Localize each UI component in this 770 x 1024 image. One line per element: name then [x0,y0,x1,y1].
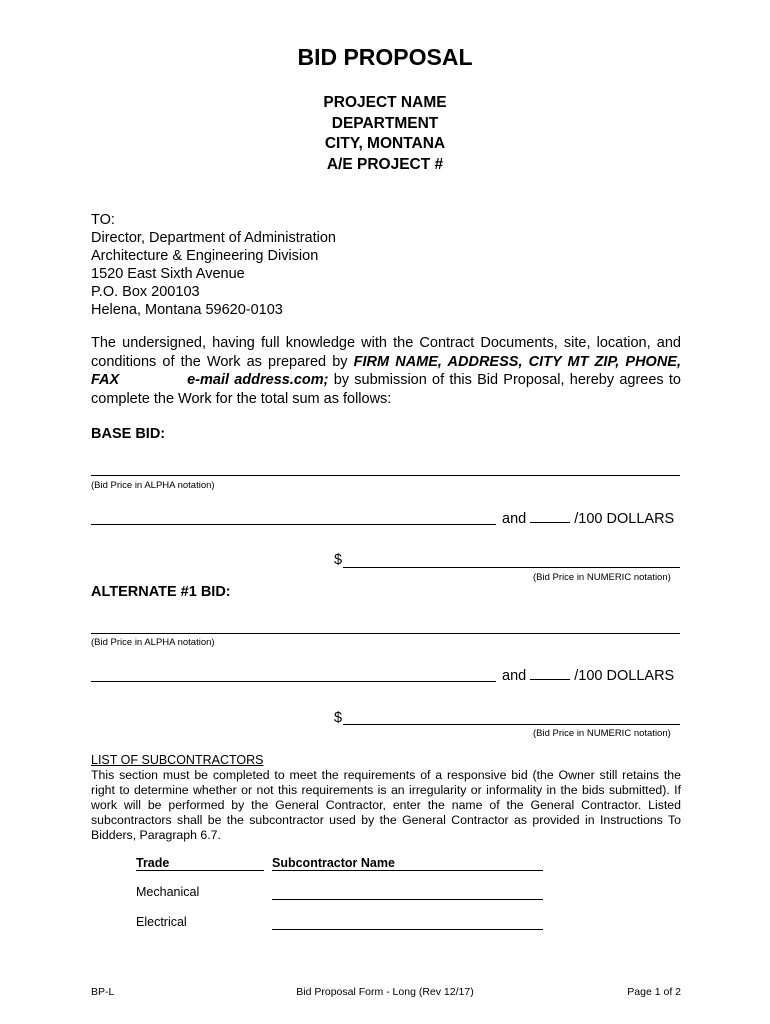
to-line-5: Helena, Montana 59620-0103 [91,302,283,318]
footer-page-number: Page 1 of 2 [627,986,681,998]
intro-text-2: by submission of this Bid Proposal, hereby agrees to complete the Work for the total sum as follows: [91,372,681,407]
and-text: and [502,511,527,527]
alt-bid-alpha-line[interactable] [91,633,680,634]
to-line-2: Architecture & Engineering Division [91,248,319,264]
electrical-subcontractor-field[interactable] [272,929,543,930]
intro-text-1: The undersigned, having full knowledge with the Contract Documents, site, location, and conditions of the Work as prepared by [91,335,681,370]
document-title: BID PROPOSAL [297,44,473,70]
alt-bid-words-line[interactable] [91,681,496,682]
trade-mechanical: Mechanical [136,885,200,899]
intro-paragraph [91,334,681,408]
alt-bid-numeric-line[interactable] [343,724,680,725]
project-department: DEPARTMENT [331,114,439,132]
base-bid-cents [502,509,674,527]
to-line-3: 1520 East Sixth Avenue [91,266,245,282]
cents-field[interactable] [530,666,570,680]
base-bid-alpha-line[interactable] [91,475,680,476]
alt-bid-alpha-caption: (Bid Price in ALPHA notation) [91,637,215,648]
base-bid-heading: BASE BID: [91,426,166,442]
trade-column-header: Trade [136,856,264,871]
cents-field[interactable] [530,509,570,523]
to-line-1: Director, Department of Administration [91,230,336,246]
base-bid-alpha-caption: (Bid Price in ALPHA notation) [91,480,215,491]
mechanical-subcontractor-field[interactable] [272,899,543,900]
project-header [0,93,770,175]
dollar-sign: $ [334,552,343,568]
footer-form-title: Bid Proposal Form - Long (Rev 12/17) [296,986,474,998]
firm-email: e-mail address.com; [187,372,329,388]
alt-bid-numeric-caption: (Bid Price in NUMERIC notation) [533,728,671,739]
base-bid-numeric-caption: (Bid Price in NUMERIC notation) [533,572,671,583]
recipient-address [91,211,336,319]
footer-code: BP-L [91,986,115,998]
subcontractors-heading: LIST OF SUBCONTRACTORS [91,753,264,767]
dollar-sign: $ [334,710,343,726]
project-number: A/E PROJECT # [326,155,444,173]
to-line-4: P.O. Box 200103 [91,284,200,300]
project-city: CITY, MONTANA [324,135,446,152]
dollars-text: /100 DOLLARS [574,668,675,684]
to-label: TO: [91,212,115,228]
subcontractor-column-header: Subcontractor Name [272,856,543,871]
and-text: and [502,668,527,684]
trade-electrical: Electrical [136,915,187,929]
dollars-text: /100 DOLLARS [574,511,675,527]
alt-bid-heading: ALTERNATE #1 BID: [91,584,231,600]
alt-bid-cents [502,666,674,684]
project-name: PROJECT NAME [323,94,447,111]
base-bid-words-line[interactable] [91,524,496,525]
subcontractors-instructions: This section must be completed to meet the requirements of a responsive bid (the Owner still retains the right to determine whether or not this requirements is an irregularity or informality in the bids submitted). If work will be performed by the General Contractor, enter the name of the General Contractor. Listed subcontractors shall be the subcontractor used by the General Contractor as provided in Instructions To Bidders, Paragraph 6.7. [91,768,681,842]
firm-info: FIRM NAME, ADDRESS, CITY MT ZIP, PHONE, FAX [91,353,681,388]
base-bid-numeric-line[interactable] [343,567,680,568]
